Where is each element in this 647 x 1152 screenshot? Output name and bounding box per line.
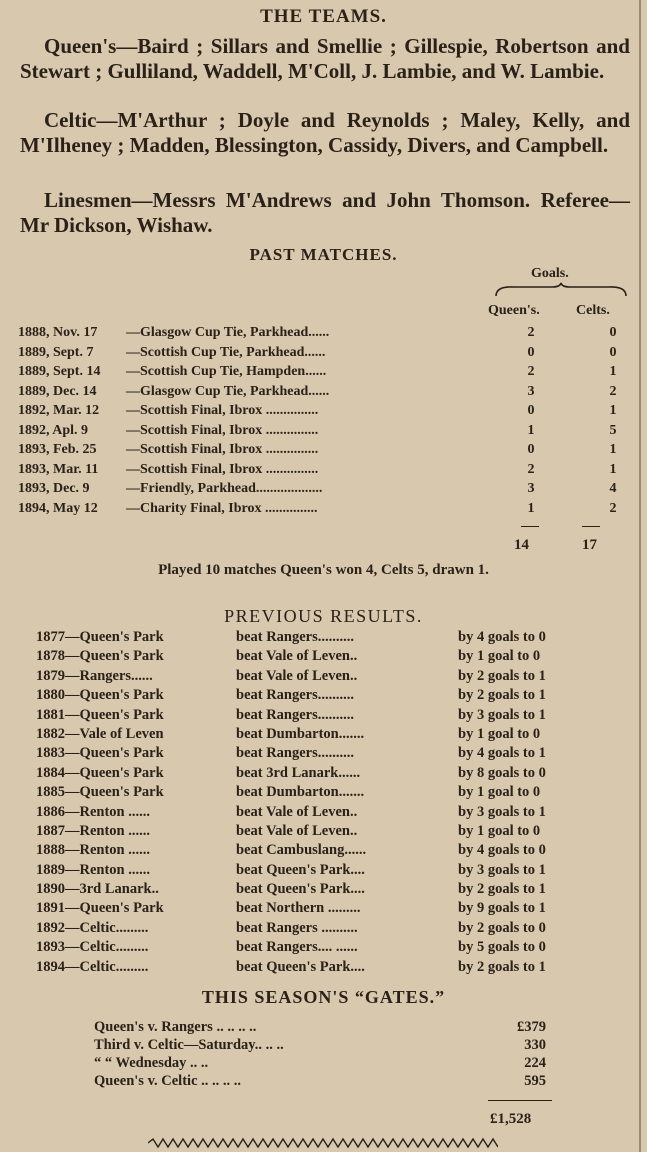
gate-row (94, 1072, 554, 1090)
match-description: —Scottish Final, Ibrox ............... (126, 403, 319, 418)
result-opponent: beat Cambuslang...... (236, 842, 367, 859)
match-date: 1889, Dec. 14 (18, 383, 97, 399)
previous-result-row (36, 938, 636, 957)
result-score: by 3 goals to 1 (458, 706, 546, 723)
result-opponent: beat Vale of Leven.. (236, 803, 358, 820)
past-match-row (18, 401, 638, 421)
past-match-row (18, 323, 638, 343)
match-description: —Glasgow Cup Tie, Parkhead...... (126, 325, 330, 340)
past-matches-heading: PAST MATCHES. (249, 245, 398, 264)
result-winner: 1880—Queen's Park (36, 687, 164, 704)
queens-goals: 3 (527, 383, 535, 399)
past-match-row (18, 440, 638, 460)
celts-goals: 1 (609, 364, 617, 379)
previous-result-row (36, 919, 636, 938)
past-match-row (18, 421, 638, 441)
gate-label: Queen's v. Celtic .. .. .. .. (94, 1073, 242, 1089)
gate-row (94, 1054, 554, 1072)
celts-column-header: Celts. (576, 303, 610, 318)
queens-goals: 2 (527, 325, 535, 340)
result-winner: 1894—Celtic......... (36, 958, 149, 975)
celts-goals: 1 (609, 461, 617, 477)
result-score: by 3 goals to 1 (458, 803, 546, 820)
result-opponent: beat Rangers.......... (236, 706, 355, 723)
past-match-row (18, 343, 638, 363)
gate-value: £379 (517, 1019, 546, 1035)
celts-goals: 0 (609, 325, 617, 340)
previous-result-row (36, 958, 636, 977)
result-winner: 1879—Rangers...... (36, 667, 153, 684)
previous-result-row (36, 667, 636, 686)
queens-goals: 0 (527, 403, 535, 418)
previous-result-row (36, 899, 636, 918)
queens-total: 14 (514, 537, 529, 553)
result-score: by 5 goals to 0 (458, 939, 546, 956)
gates-total: £1,528 (490, 1111, 532, 1127)
ornamental-divider (148, 1136, 498, 1150)
previous-results-list (36, 628, 636, 977)
result-score: by 3 goals to 1 (458, 861, 546, 878)
celts-goals: 4 (609, 481, 617, 496)
previous-result-row (36, 686, 636, 705)
previous-results-heading: PREVIOUS RESULTS. (224, 606, 423, 626)
gate-value: 224 (524, 1055, 546, 1071)
match-description: —Glasgow Cup Tie, Parkhead...... (126, 383, 330, 399)
result-winner: 1881—Queen's Park (36, 706, 164, 723)
result-winner: 1877—Queen's Park (36, 629, 164, 645)
match-date: 1893, Mar. 11 (18, 461, 99, 477)
gate-value: 595 (524, 1073, 546, 1089)
result-winner: 1890—3rd Lanark.. (36, 881, 159, 898)
result-winner: 1886—Renton ...... (36, 803, 150, 820)
celts-total: 17 (582, 537, 597, 553)
result-winner: 1891—Queen's Park (36, 900, 164, 917)
gate-label: “ “ Wednesday .. .. (94, 1055, 209, 1071)
past-match-row (18, 362, 638, 382)
queens-team-paragraph (20, 34, 630, 84)
result-opponent: beat Vale of Leven.. (236, 667, 358, 684)
result-score: by 2 goals to 1 (458, 667, 546, 684)
queens-goals: 2 (527, 364, 535, 379)
celtic-team-text: Celtic—M'Arthur ; Doyle and Reynolds ; Maley, Kelly, and M'Ilheney ; Madden, Blessington, Cassidy, Divers, and Campbell. (20, 108, 630, 157)
result-score: by 4 goals to 0 (458, 629, 546, 645)
past-match-row (18, 382, 638, 402)
result-opponent: beat Rangers .......... (236, 919, 358, 936)
result-opponent: beat 3rd Lanark...... (236, 764, 361, 781)
queens-goals: 1 (527, 422, 535, 438)
previous-result-row (36, 783, 636, 802)
result-score: by 2 goals to 0 (458, 919, 546, 936)
queens-column-header: Queen's. (488, 303, 540, 318)
result-score: by 1 goal to 0 (458, 648, 541, 665)
result-winner: 1878—Queen's Park (36, 648, 164, 665)
celts-goals: 2 (609, 383, 617, 399)
officials-text: Linesmen—Messrs M'Andrews and John Thomson. Referee—Mr Dickson, Wishaw. (20, 188, 630, 237)
brace-mark (494, 282, 628, 298)
match-description: —Scottish Final, Ibrox ............... (126, 422, 319, 438)
result-winner: 1887—Renton ...... (36, 822, 150, 839)
celts-total-rule (582, 526, 600, 527)
result-opponent: beat Dumbarton....... (236, 784, 365, 801)
previous-result-row (36, 628, 636, 647)
result-opponent: beat Rangers.......... (236, 687, 355, 704)
gate-row (94, 1036, 554, 1054)
gates-total-rule (488, 1100, 552, 1101)
past-match-row (18, 479, 638, 499)
queens-goals: 0 (527, 442, 535, 457)
celts-goals: 2 (609, 500, 617, 516)
gates-list (94, 1018, 554, 1090)
match-description: —Scottish Cup Tie, Parkhead...... (126, 344, 326, 360)
result-opponent: beat Queen's Park.... (236, 881, 365, 898)
result-winner: 1888—Renton ...... (36, 842, 150, 859)
result-opponent: beat Queen's Park.... (236, 958, 365, 975)
match-date: 1892, Apl. 9 (18, 422, 89, 438)
previous-result-row (36, 764, 636, 783)
previous-result-row (36, 880, 636, 899)
gates-heading: THIS SEASON'S “GATES.” (201, 987, 446, 1007)
queens-team-text: Queen's—Baird ; Sillars and Smellie ; Gillespie, Robertson and Stewart ; Gulliland, Waddell, M'Coll, J. Lambie, and W. Lambie. (20, 34, 630, 83)
result-opponent: beat Vale of Leven.. (236, 648, 358, 665)
past-match-row (18, 460, 638, 480)
result-opponent: beat Queen's Park.... (236, 861, 365, 878)
result-score: by 9 goals to 1 (458, 900, 546, 917)
previous-result-row (36, 841, 636, 860)
result-opponent: beat Rangers.......... (236, 629, 355, 645)
result-winner: 1889—Renton ...... (36, 861, 150, 878)
result-score: by 1 goal to 0 (458, 822, 541, 839)
match-date: 1892, Mar. 12 (18, 403, 100, 418)
past-match-row (18, 499, 638, 519)
match-date: 1888, Nov. 17 (18, 325, 98, 340)
previous-result-row (36, 822, 636, 841)
result-winner: 1885—Queen's Park (36, 784, 164, 801)
queens-goals: 2 (527, 461, 535, 477)
match-description: —Friendly, Parkhead................... (126, 481, 323, 496)
goals-label: Goals. (531, 266, 569, 281)
match-date: 1889, Sept. 14 (18, 364, 101, 379)
result-score: by 4 goals to 1 (458, 745, 546, 762)
result-winner: 1882—Vale of Leven (36, 725, 164, 742)
result-opponent: beat Dumbarton....... (236, 725, 365, 742)
previous-result-row (36, 706, 636, 725)
queens-goals: 1 (527, 500, 535, 516)
celtic-team-paragraph (20, 108, 630, 158)
previous-result-row (36, 803, 636, 822)
match-date: 1894, May 12 (18, 500, 98, 516)
result-opponent: beat Northern ......... (236, 900, 361, 917)
result-winner: 1884—Queen's Park (36, 764, 164, 781)
queens-goals: 3 (527, 481, 535, 496)
match-description: —Scottish Final, Ibrox ............... (126, 461, 319, 477)
result-score: by 2 goals to 1 (458, 881, 546, 898)
celts-goals: 5 (609, 422, 617, 438)
match-date: 1893, Feb. 25 (18, 442, 97, 457)
celts-goals: 0 (609, 344, 617, 360)
gate-value: 330 (524, 1037, 546, 1053)
result-score: by 2 goals to 1 (458, 687, 546, 704)
match-description: —Scottish Final, Ibrox ............... (126, 442, 319, 457)
gate-row (94, 1018, 554, 1036)
previous-result-row (36, 647, 636, 666)
result-score: by 2 goals to 1 (458, 958, 546, 975)
previous-result-row (36, 725, 636, 744)
matches-summary: Played 10 matches Queen's won 4, Celts 5, drawn 1. (158, 562, 489, 578)
celts-goals: 1 (609, 403, 617, 418)
result-opponent: beat Rangers.......... (236, 745, 355, 762)
result-opponent: beat Rangers.... ...... (236, 939, 358, 956)
result-score: by 8 goals to 0 (458, 764, 546, 781)
queens-goals: 0 (527, 344, 535, 360)
match-description: —Scottish Cup Tie, Hampden...... (126, 364, 327, 379)
match-description: —Charity Final, Ibrox ............... (126, 500, 318, 516)
past-matches-list (18, 323, 638, 518)
gate-label: Queen's v. Rangers .. .. .. .. (94, 1019, 257, 1035)
match-date: 1889, Sept. 7 (18, 344, 94, 360)
queens-total-rule (521, 526, 539, 527)
result-score: by 1 goal to 0 (458, 725, 541, 742)
teams-heading: THE TEAMS. (260, 6, 387, 27)
result-score: by 1 goal to 0 (458, 784, 541, 801)
previous-result-row (36, 744, 636, 763)
officials-paragraph (20, 188, 630, 238)
match-date: 1893, Dec. 9 (18, 481, 90, 496)
result-winner: 1892—Celtic......... (36, 919, 149, 936)
gate-label: Third v. Celtic—Saturday.. .. .. (94, 1037, 284, 1053)
previous-result-row (36, 861, 636, 880)
result-winner: 1893—Celtic......... (36, 939, 149, 956)
result-winner: 1883—Queen's Park (36, 745, 164, 762)
celts-goals: 1 (609, 442, 617, 457)
result-opponent: beat Vale of Leven.. (236, 822, 358, 839)
result-score: by 4 goals to 0 (458, 842, 546, 859)
